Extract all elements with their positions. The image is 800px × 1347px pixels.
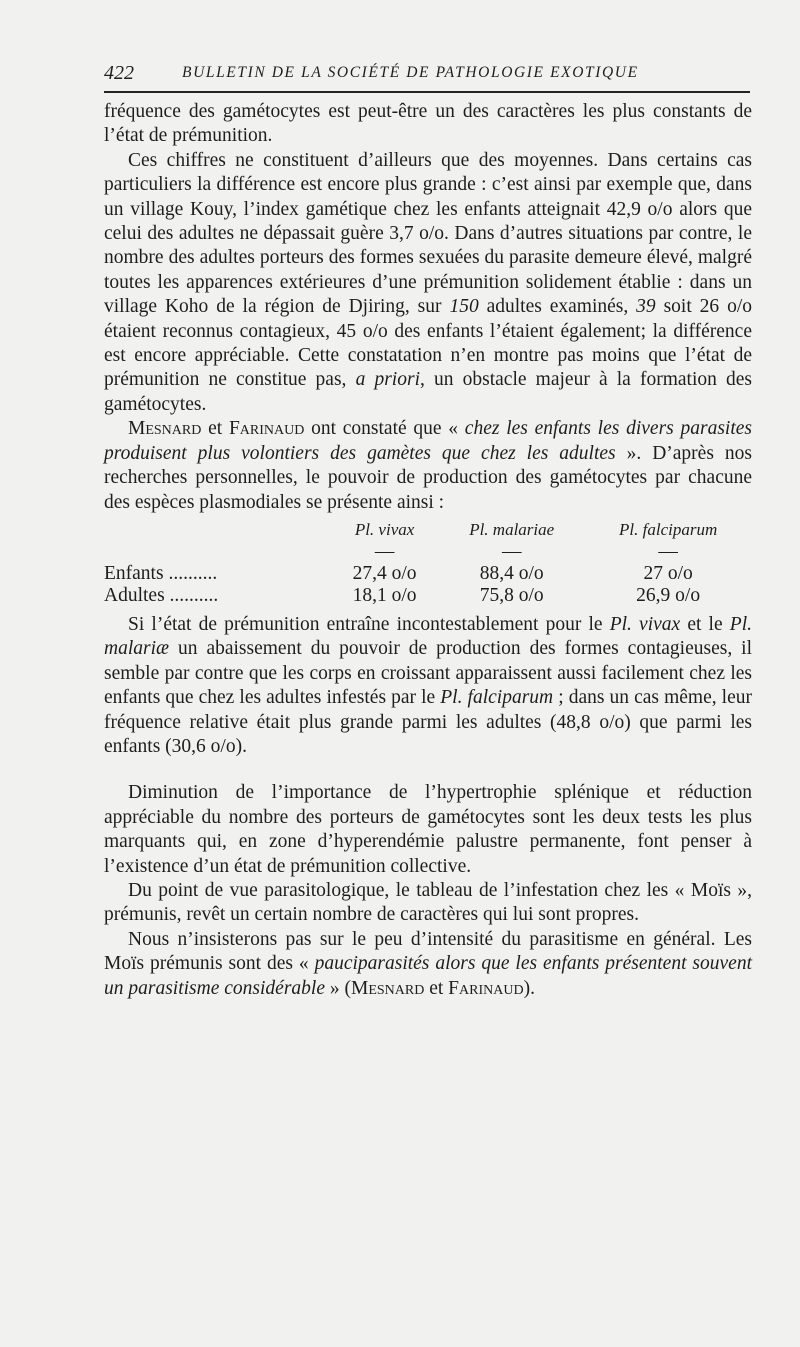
gametocyte-table xyxy=(104,519,752,607)
paragraph-diminution: Diminution de l’importance de l’hypertrophie splénique et réduction appréciable du nombre des porteurs de gamétocytes sont les deux tests les plus marquants qui, en zone d’hyperendémie palustre permanente, font penser à l’existence d’un état de prémunition collective. xyxy=(104,782,752,877)
table-row: Adultes .......... 18,1 o/o 75,8 o/o 26,9 o/o xyxy=(104,584,701,606)
running-header xyxy=(104,58,750,88)
table-dash-row: — — — xyxy=(374,540,678,562)
paragraph-averages: Ces chiffres ne constituent d’ailleurs que des moyennes. Dans certains cas particuliers la différence est encore plus grande : c’est ainsi par exemple que, dans un village Kouy, l’index gamétique chez les enfants atteignait 42,9 o/o alors que celui des adultes ne dépassait guère 3,7 o/o. Dans d’autres situations par contre, le nombre des adultes porteurs des formes sexuées du parasite demeure élevé, malgré toutes les apparences extérieures d’une prémunition solidement établie : dans un village Koho de la région de Djiring, sur 150 adultes examinés, 39 soit 26 o/o étaient reconnus contagieux, 45 o/o des enfants l’étaient également; la différence est encore appréciable. Cette constatation n’en montre pas moins que l’état de prémunition ne constitue pas, a priori, un obstacle majeur à la formation des gamétocytes. xyxy=(104,149,752,415)
paragraph-parasitology: Du point de vue parasitologique, le tableau de l’infestation chez les « Moïs », prémunis, revêt un certain nombre de caractères qui lui sont propres. xyxy=(104,879,752,926)
paragraph-continuation: fréquence des gamétocytes est peut-être un des caractères les plus constants de l’état de prémunition. xyxy=(104,101,752,147)
table-row: Enfants .......... 27,4 o/o 88,4 o/o 27 o/o xyxy=(104,562,693,584)
header-malariae: Pl. malariae xyxy=(469,519,555,539)
journal-title: BULLETIN DE LA SOCIÉTÉ DE PATHOLOGIE EXOTIQUE xyxy=(182,64,639,81)
paragraph-pauciparasites: Nous n’insisterons pas sur le peu d’intensité du parasitisme en général. Les Moïs prémunis sont des « pauciparasités alors que les enfants présentent souvent un parasitisme considérable » (Mesnard et Farinaud). xyxy=(104,928,752,999)
page-number: 422 xyxy=(104,62,134,84)
paragraph-mesnard-farinaud: Mesnard et Farinaud ont constaté que « chez les enfants les divers parasites produisent plus volontiers des gamètes que chez les adultes ». D’après nos recherches personnelles, le pouvoir de production des gamétocytes par chacune des espèces plasmodiales se présente ainsi : xyxy=(104,418,752,513)
table-header-row xyxy=(104,519,752,541)
page-body xyxy=(104,100,752,1001)
header-falciparum: Pl. falciparum xyxy=(619,519,718,539)
header-vivax: Pl. vivax xyxy=(354,519,415,539)
header-rule xyxy=(104,91,750,93)
paragraph-premunition-effect: Si l’état de prémunition entraîne incontestablement pour le Pl. vivax et le Pl. malariæ un abaissement du pouvoir de production des formes contagieuses, il semble par contre que les corps en croissant apparaissent aussi facilement chez les enfants que chez les adultes infestés par le Pl. falciparum ; dans un cas même, leur fréquence relative était plus grande parmi les adultes (48,8 o/o) que parmi les enfants (30,6 o/o). xyxy=(104,613,752,757)
